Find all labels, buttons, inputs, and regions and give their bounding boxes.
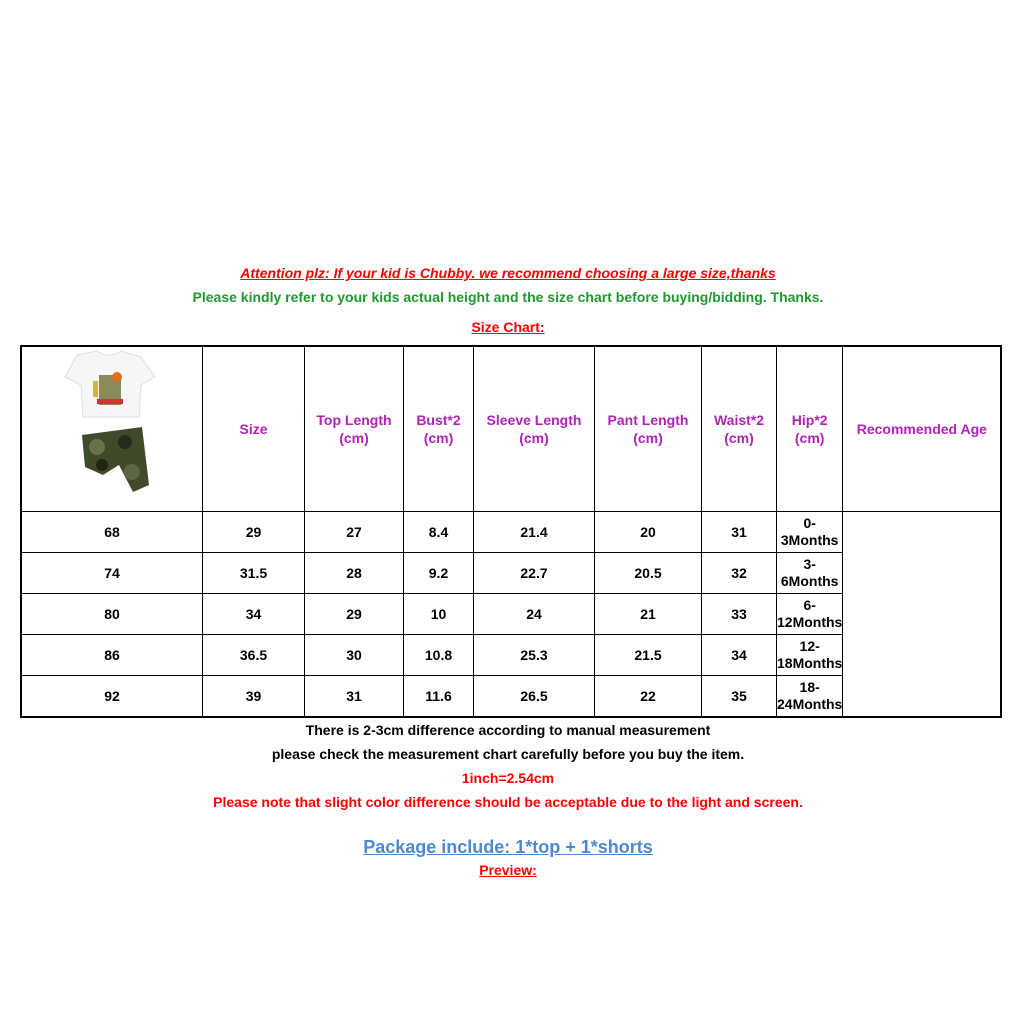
color-note: Please note that slight color difference should be acceptable due to the light and screen. xyxy=(213,794,803,810)
table-cell: 33 xyxy=(702,594,777,635)
table-cell: 27 xyxy=(305,512,404,553)
table-cell: 34 xyxy=(203,594,305,635)
table-cell: 39 xyxy=(203,676,305,718)
product-image xyxy=(47,347,177,507)
table-cell: 31 xyxy=(702,512,777,553)
table-cell: 25.3 xyxy=(474,635,595,676)
preview-label: Preview: xyxy=(479,862,537,878)
table-row xyxy=(21,512,1001,553)
size-table xyxy=(20,345,1002,718)
table-cell: 20 xyxy=(595,512,702,553)
product-image-cell xyxy=(21,346,203,512)
table-cell: 86 xyxy=(21,635,203,676)
table-cell: 32 xyxy=(702,553,777,594)
refer-note: Please kindly refer to your kids actual height and the size chart before buying/bidding. Thanks. xyxy=(192,289,824,305)
table-row xyxy=(21,553,1001,594)
table-row xyxy=(21,594,1001,635)
table-cell: 28 xyxy=(305,553,404,594)
header-sleeve-length: Sleeve Length (cm) xyxy=(474,346,595,512)
table-cell: 22.7 xyxy=(474,553,595,594)
table-cell: 18-24Months xyxy=(777,676,843,718)
table-cell: 34 xyxy=(702,635,777,676)
inch-note: 1inch=2.54cm xyxy=(461,770,555,786)
table-cell: 11.6 xyxy=(404,676,474,718)
table-cell: 8.4 xyxy=(404,512,474,553)
header-row xyxy=(21,346,1001,512)
table-cell: 0-3Months xyxy=(777,512,843,553)
table-cell: 31.5 xyxy=(203,553,305,594)
table-row xyxy=(21,676,1001,718)
difference-note: There is 2-3cm difference according to manual measurement xyxy=(305,722,711,738)
table-cell: 26.5 xyxy=(474,676,595,718)
table-cell: 10 xyxy=(404,594,474,635)
table-cell: 80 xyxy=(21,594,203,635)
size-chart-title: Size Chart: xyxy=(471,319,545,335)
table-cell: 20.5 xyxy=(595,553,702,594)
table-cell: 21.4 xyxy=(474,512,595,553)
table-cell: 21.5 xyxy=(595,635,702,676)
table-cell: 92 xyxy=(21,676,203,718)
table-cell: 74 xyxy=(21,553,203,594)
table-cell: 21 xyxy=(595,594,702,635)
table-cell: 6-12Months xyxy=(777,594,843,635)
header-size: Size xyxy=(203,346,305,512)
header-top-length: Top Length (cm) xyxy=(305,346,404,512)
package-note: Package include: 1*top + 1*shorts xyxy=(363,837,653,857)
table-row xyxy=(21,635,1001,676)
attention-note: Attention plz: If your kid is Chubby. we recommend choosing a large size,thanks xyxy=(240,265,776,281)
table-cell: 29 xyxy=(305,594,404,635)
header-pant-length: Pant Length (cm) xyxy=(595,346,702,512)
check-note: please check the measurement chart carefully before you buy the item. xyxy=(271,746,745,762)
header-waist: Waist*2 (cm) xyxy=(702,346,777,512)
table-cell: 31 xyxy=(305,676,404,718)
table-cell: 29 xyxy=(203,512,305,553)
header-bust: Bust*2 (cm) xyxy=(404,346,474,512)
table-cell: 12-18Months xyxy=(777,635,843,676)
table-cell: 36.5 xyxy=(203,635,305,676)
table-cell: 22 xyxy=(595,676,702,718)
table-cell: 30 xyxy=(305,635,404,676)
header-hip: Hip*2 (cm) xyxy=(777,346,843,512)
table-cell: 10.8 xyxy=(404,635,474,676)
table-cell: 9.2 xyxy=(404,553,474,594)
header-recommended-age: Recommended Age xyxy=(843,346,1002,512)
table-cell: 35 xyxy=(702,676,777,718)
table-cell: 68 xyxy=(21,512,203,553)
table-cell: 3-6Months xyxy=(777,553,843,594)
table-cell: 24 xyxy=(474,594,595,635)
